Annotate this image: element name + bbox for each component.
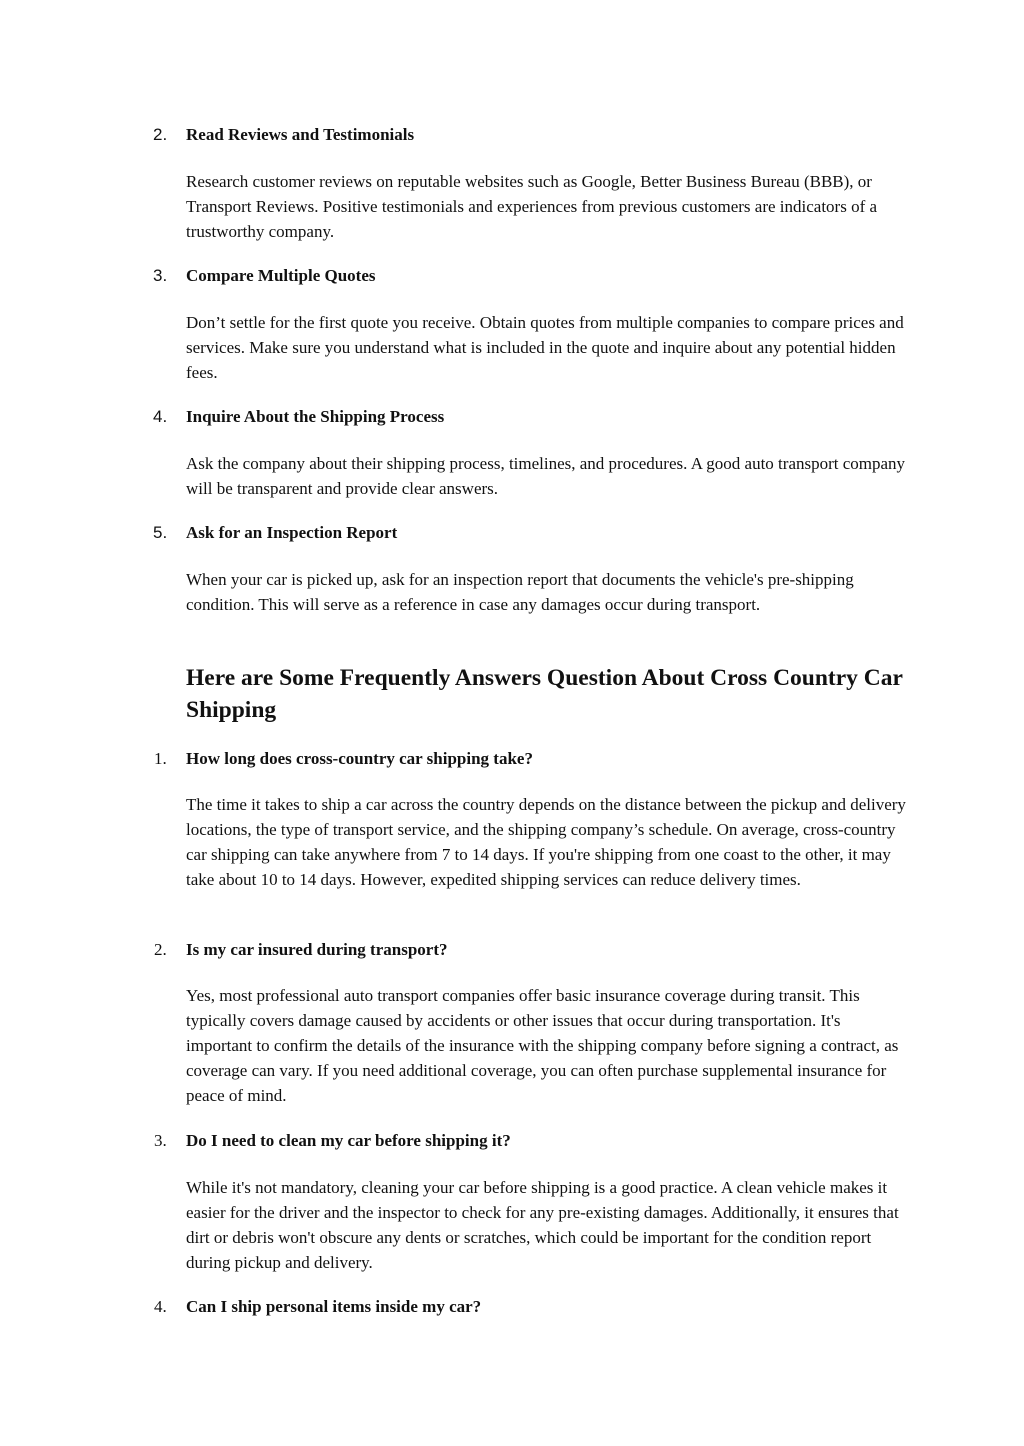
list-number: 3.: [154, 1131, 167, 1150]
tip-title: Inquire About the Shipping Process: [186, 407, 445, 426]
tip-title: Compare Multiple Quotes: [186, 266, 376, 285]
list-number: 3.: [153, 266, 168, 285]
list-number: 5.: [153, 523, 168, 542]
list-number: 4.: [154, 1297, 167, 1316]
tip-body: Research customer reviews on reputable websites such as Google, Better Business Bureau (BBB), or Transport Reviews. Positive testimonials and experiences from previous customers are indicators of a trustworthy company.: [186, 172, 878, 241]
faq-question: Is my car insured during transport?: [186, 940, 448, 959]
list-number: 2.: [154, 940, 167, 959]
faq-question: Do I need to clean my car before shipping it?: [186, 1131, 511, 1150]
faq-question: Can I ship personal items inside my car?: [186, 1297, 482, 1316]
list-number: 1.: [154, 749, 167, 768]
faq-question: How long does cross-country car shipping take?: [186, 749, 533, 768]
tip-body: Don’t settle for the first quote you receive. Obtain quotes from multiple companies to compare prices and services. Make sure you understand what is included in the quote and inquire about any potential hidden fees.: [186, 313, 904, 382]
tip-body: Ask the company about their shipping process, timelines, and procedures. A good auto transport company will be transparent and provide clear answers.: [186, 454, 906, 498]
tip-title: Read Reviews and Testimonials: [186, 125, 415, 144]
tip-title: Ask for an Inspection Report: [186, 523, 398, 542]
faq-answer: While it's not mandatory, cleaning your car before shipping is a good practice. A clean vehicle makes it easier for the driver and the inspector to check for any pre-existing damages. Additionally, it ensures that dirt or debris won't obscure any dents or scratches, which could be important for the condition report during pickup and delivery.: [186, 1178, 899, 1272]
list-number: 2.: [153, 125, 168, 144]
faq-heading: Here are Some Frequently Answers Question About Cross Country Car Shipping: [186, 665, 903, 723]
faq-answer: The time it takes to ship a car across the country depends on the distance between the pickup and delivery locations, the type of transport service, and the shipping company’s schedule. On average, cross-country car shipping can take anywhere from 7 to 14 days. If you're shipping from one coast to the other, it may take about 10 to 14 days. However, expedited shipping services can reduce delivery times.: [186, 795, 906, 889]
list-number: 4.: [153, 407, 168, 426]
faq-answer: Yes, most professional auto transport companies offer basic insurance coverage during transit. This typically covers damage caused by accidents or other issues that occur during transportation. It's important to confirm the details of the insurance with the shipping company before signing a contract, as coverage can vary. If you need additional coverage, you can often purchase supplemental insurance for peace of mind.: [186, 986, 899, 1105]
tip-body: When your car is picked up, ask for an inspection report that documents the vehicle's pre-shipping condition. This will serve as a reference in case any damages occur during transport.: [186, 570, 854, 614]
